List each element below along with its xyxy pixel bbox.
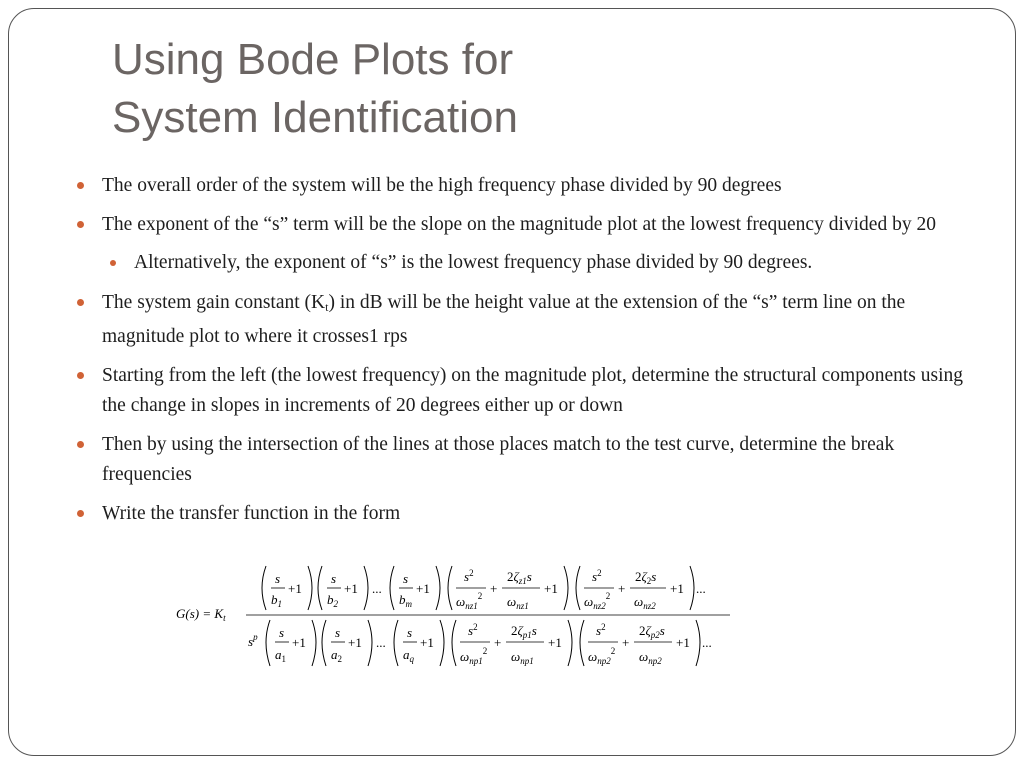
svg-text:2ζp2s: $2\zeta_{p2}s$ xyxy=(639,623,665,640)
bullet-text: Then by using the intersection of the lines at those places match to the test curve, determine the break frequencies xyxy=(102,433,895,485)
bullet-item xyxy=(72,430,972,491)
svg-text:+1: +1 xyxy=(548,635,562,650)
svg-text:+1: +1 xyxy=(348,635,362,650)
svg-text:aq: $a_q$ xyxy=(403,647,414,664)
bullet-dot-icon xyxy=(77,510,84,517)
svg-text:2ζz1s: $2\zeta_{z1}s$ xyxy=(507,569,532,586)
svg-text:+1: +1 xyxy=(288,581,302,596)
svg-text:+1: +1 xyxy=(676,635,690,650)
bullet-text: Starting from the left (the lowest frequency) on the magnitude plot, determine the structural components using the change in slopes in increments of 20 degrees either up or down xyxy=(102,364,964,416)
svg-text:ωnp1: $\omega_{np1}$ xyxy=(511,649,534,666)
bullet-item xyxy=(72,171,972,202)
svg-text:ωnp12: $\omega_{np1}^2$ xyxy=(460,646,488,666)
svg-text:+1: +1 xyxy=(544,581,558,596)
svg-text:...: ... xyxy=(702,635,712,650)
svg-text:...: ... xyxy=(376,635,386,650)
svg-text:sp: $s^p$ xyxy=(248,632,258,649)
bullet-item xyxy=(72,361,972,422)
bullet-text: The exponent of the “s” term will be the slope on the magnitude plot at the lowest frequency divided by 20 xyxy=(102,213,936,235)
transfer-function-formula xyxy=(172,562,740,672)
bullet-dot-icon xyxy=(77,372,84,379)
slide-title xyxy=(112,31,812,147)
bullet-dot-icon xyxy=(77,441,84,448)
svg-text:+1: +1 xyxy=(420,635,434,650)
bullet-text: Write the transfer function in the form xyxy=(102,502,401,524)
svg-text:s2: $s^2$ xyxy=(468,622,478,638)
bullet-dot-icon xyxy=(77,299,84,306)
svg-text:+: + xyxy=(490,581,498,596)
bullet-text-subscript: t xyxy=(325,299,329,314)
svg-text:b1: $b_1$ xyxy=(271,592,282,609)
svg-text:ωnp2: $\omega_{np2}$ xyxy=(639,649,662,666)
svg-text:+: + xyxy=(494,635,502,650)
svg-text:2ζ2s: $2\zeta_2s$ xyxy=(635,569,657,586)
svg-text:ωnp22: $\omega_{np2}^2$ xyxy=(588,646,616,666)
formula-graphic xyxy=(172,562,740,672)
bullet-item xyxy=(72,288,972,353)
svg-text:s: s xyxy=(275,571,281,586)
svg-text:ωnz22: $\omega_{nz2}^2$ xyxy=(584,591,611,611)
svg-text:s: s xyxy=(403,571,409,586)
svg-text:s2: $s^2$ xyxy=(596,622,606,638)
bullet-dot-icon xyxy=(77,221,84,228)
svg-text:ωnz1: $\omega_{nz1}$ xyxy=(507,594,529,611)
svg-text:s2: $s^2$ xyxy=(464,568,474,584)
svg-text:+1: +1 xyxy=(670,581,684,596)
title-line-1: Using Bode Plots for xyxy=(112,35,514,84)
sub-bullet-text: Alternatively, the exponent of “s” is the lowest frequency phase divided by 90 degrees. xyxy=(134,252,813,273)
svg-text:...: ... xyxy=(696,581,706,596)
title-line-2: System Identification xyxy=(112,93,518,142)
svg-text:ωnz2: $\omega_{nz2}$ xyxy=(634,594,656,611)
svg-text:a2: $a_2$ xyxy=(331,647,342,664)
svg-text:b2: $b_2$ xyxy=(327,592,338,609)
bullet-dot-icon xyxy=(110,260,116,266)
bullet-list xyxy=(72,171,972,537)
bullet-item xyxy=(72,210,972,241)
svg-text:s: s xyxy=(407,625,413,640)
svg-text:+: + xyxy=(618,581,626,596)
bullet-text: The overall order of the system will be the high frequency phase divided by 90 degrees xyxy=(102,175,782,196)
formula-lhs: $G(s) = K_t$ xyxy=(176,606,226,623)
bullet-item xyxy=(72,499,972,530)
svg-text:ωnz12: $\omega_{nz1}^2$ xyxy=(456,591,483,611)
svg-text:a1: $a_1$ xyxy=(275,647,286,664)
svg-text:s2: $s^2$ xyxy=(592,568,602,584)
svg-text:+1: +1 xyxy=(344,581,358,596)
svg-text:...: ... xyxy=(372,581,382,596)
bullet-text-post: ) in dB will be the height value at the extension of the “s” term line on the magnitude plot to where it crosses1 rps xyxy=(102,291,906,347)
svg-text:s: s xyxy=(331,571,337,586)
sub-bullet-item xyxy=(72,248,972,279)
svg-text:+1: +1 xyxy=(292,635,306,650)
svg-text:+: + xyxy=(622,635,630,650)
bullet-text-pre: The system gain constant (K xyxy=(102,291,326,313)
svg-text:s: s xyxy=(335,625,341,640)
svg-text:2ζp1s: $2\zeta_{p1}s$ xyxy=(511,623,537,640)
bullet-dot-icon xyxy=(77,182,84,189)
svg-text:+1: +1 xyxy=(416,581,430,596)
svg-text:bm: $b_m$ xyxy=(399,592,412,609)
svg-text:s: s xyxy=(279,625,285,640)
